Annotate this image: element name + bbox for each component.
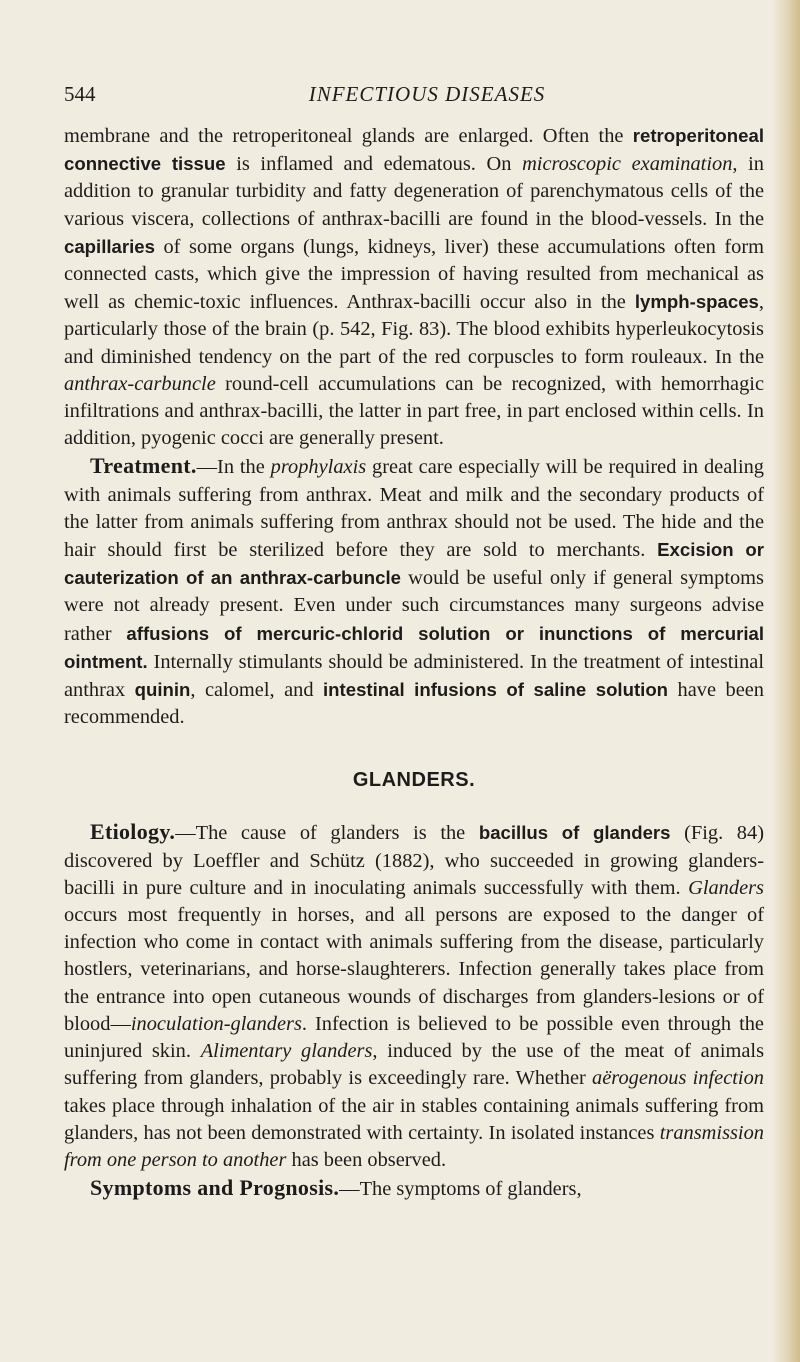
bold-term: bacillus of glanders	[478, 822, 671, 844]
paragraph-symptoms	[64, 1174, 764, 1203]
run-in-heading-etiology: Etiology.	[90, 819, 176, 845]
text-run: . Infection is believed to be possible even through the uninjured skin.	[64, 1012, 764, 1063]
text-run: is inflamed and edematous. On	[225, 153, 523, 176]
text-run: , calomel, and	[190, 679, 324, 702]
bold-term: retroperitoneal connective tissue	[64, 125, 764, 175]
bold-term: intestinal infusions of saline solution	[323, 679, 669, 701]
bold-term: quinin	[134, 679, 191, 701]
text-run: —The symptoms of glanders,	[339, 1178, 582, 1201]
text-run: has been observed.	[286, 1148, 447, 1171]
paragraph-pathology	[64, 122, 764, 452]
bold-term: lymph-spaces	[634, 291, 759, 313]
bold-term: affusions of mercuric-chlorid solution or inunctions of mercurial ointment.	[64, 622, 764, 672]
text-run: round-cell accumulations can be recognized, with hemorrhagic infiltrations and anthrax-bacilli, the latter in part free, in part enclosed within cells. In addition, pyogenic cocci are generally present.	[64, 372, 764, 450]
italic-term: anthrax-carbuncle	[64, 372, 216, 395]
text-run: have been recommended.	[64, 679, 764, 729]
text-run: Internally stimulants should be administered. In the treatment of intestinal anthrax	[64, 650, 764, 702]
page-number: 544	[64, 82, 96, 106]
text-run: —In the	[196, 456, 271, 479]
italic-term: Alimentary glanders	[200, 1040, 373, 1063]
text-run: takes place through inhalation of the air in stables containing animals suffering from glanders, has not been demonstrated with certainty. In isolated instances	[64, 1094, 764, 1144]
text-run: membrane and the retroperitoneal glands are enlarged. Often the	[64, 125, 633, 147]
book-page	[64, 82, 764, 1203]
bold-term: capillaries	[64, 235, 155, 257]
section-heading-glanders: GLANDERS.	[352, 769, 476, 792]
text-run: occurs most frequently in horses, and all persons are exposed to the danger of infection who come in contact with animals suffering from the disease, particularly hostlers, veterinarians, and horse-slaughterers. Infection generally takes place from the entrance into open cutaneous wounds of discharges from glanders-lesions or of blood—	[64, 904, 764, 1035]
run-in-heading-treatment: Treatment.	[90, 453, 197, 479]
paragraph-treatment	[64, 452, 764, 731]
text-run: of some organs (lungs, kidneys, liver) these accumulations often form connected casts, which give the impression of having resulted from mechanical as well as chemic-toxic influences. Anthrax-bacilli occur also in the	[64, 235, 764, 314]
run-in-heading-symptoms: Symptoms and Prognosis.	[90, 1175, 340, 1201]
text-run: (Fig. 84) discovered by Loeffler and Schütz (1882), who succeeded in growing glanders-bacilli in pure culture and in inoculating animals successfully with them.	[64, 822, 764, 899]
page-edge-shading	[772, 0, 800, 1362]
text-run: great care especially will be required in dealing with animals suffering from anthrax. Meat and milk and the secondary products of the latter from animals suffering from anthrax should not be used. The hide and the hair should first be sterilized before they are sold to merchants.	[64, 456, 764, 562]
italic-term: transmission from one person to another	[64, 1121, 764, 1171]
running-title: INFECTIOUS DISEASES	[308, 82, 546, 106]
text-run: , induced by the use of the meat of animals suffering from glanders, probably is exceedingly rare. Whether	[64, 1040, 765, 1090]
paragraph-etiology	[64, 818, 764, 1174]
italic-term: aërogenous infection	[592, 1067, 764, 1090]
italic-term: prophylaxis	[270, 456, 367, 479]
italic-term: inoculation-glanders	[130, 1012, 302, 1035]
text-run: , in addition to granular turbidity and fatty degeneration of parenchymatous cells of the various viscera, collections of anthrax-bacilli are found in the blood-vessels. In the	[64, 153, 764, 230]
bold-term: Excision or cauterization of an anthrax-carbuncle	[64, 539, 765, 589]
italic-term: microscopic examination	[522, 153, 733, 176]
text-run: , particularly those of the brain (p. 542, Fig. 83). The blood exhibits hyperleukocytosis and diminished tendency on the part of the red corpuscles to form rouleaux. In the	[64, 291, 764, 368]
text-run: would be useful only if general symptoms were not already present. Even under such circumstances many surgeons advise rather	[64, 567, 764, 645]
text-run: —The cause of glanders is the	[175, 822, 479, 845]
running-head	[64, 82, 764, 122]
italic-term: Glanders	[688, 876, 764, 899]
